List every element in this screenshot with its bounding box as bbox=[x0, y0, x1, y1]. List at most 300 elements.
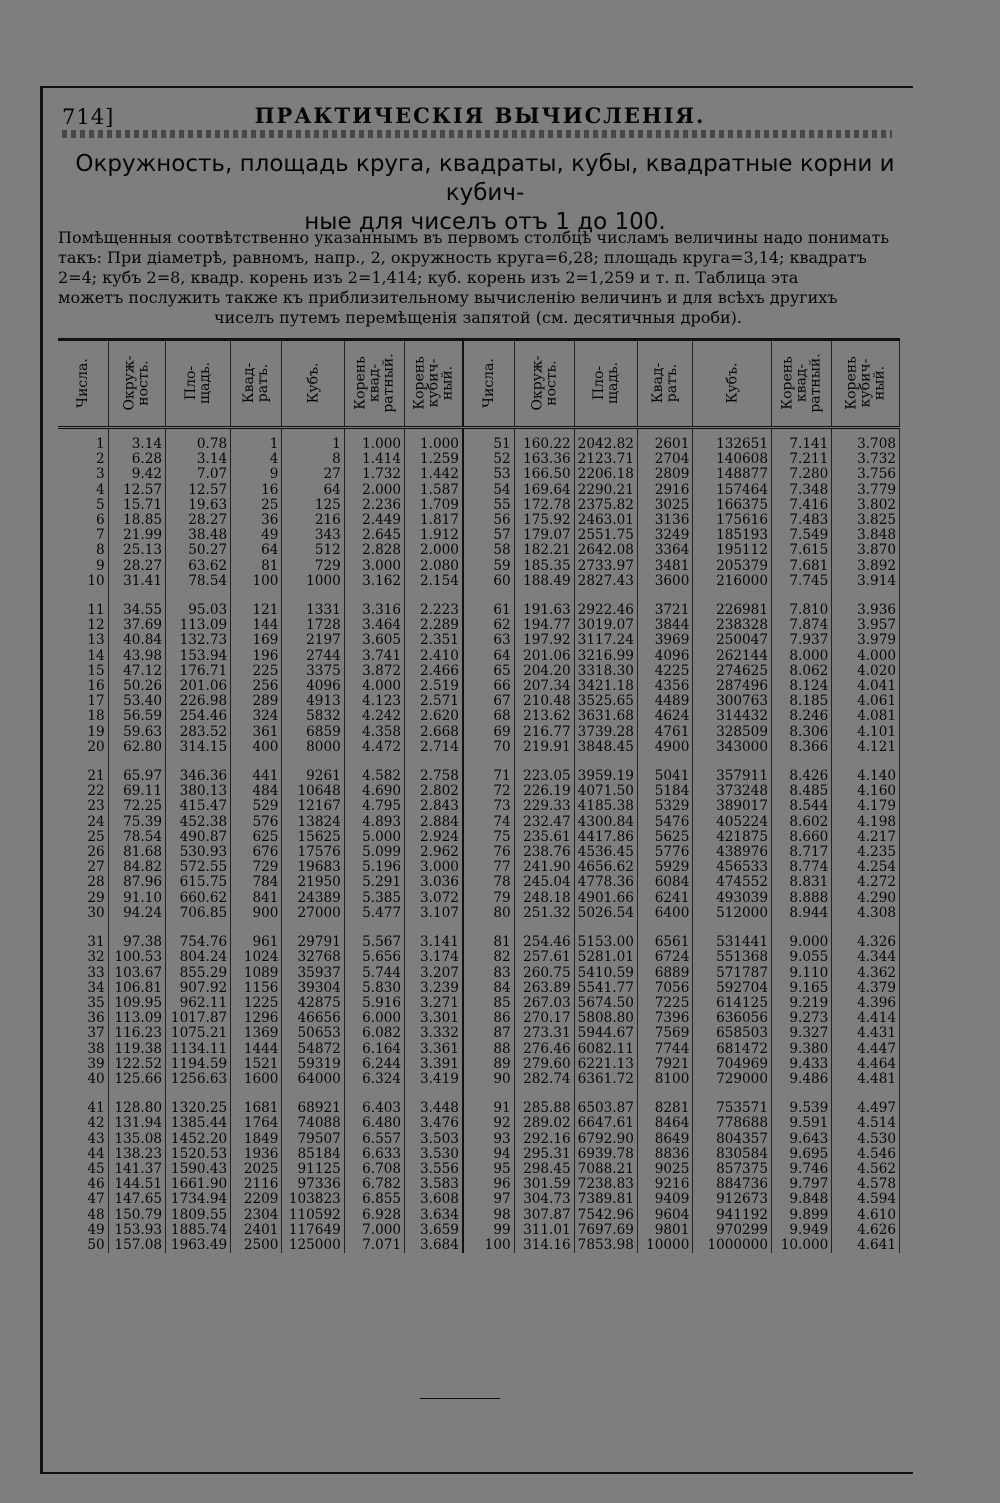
table-row bbox=[58, 799, 900, 814]
table-cell: 8836 bbox=[637, 1147, 692, 1162]
table-cell: 34 bbox=[58, 981, 108, 996]
table-cell: 9 bbox=[58, 559, 108, 574]
table-cell: 6241 bbox=[637, 891, 692, 906]
gap-cell bbox=[463, 589, 514, 603]
table-cell: 4.061 bbox=[832, 694, 900, 709]
gap-cell bbox=[344, 1087, 404, 1101]
table-cell: 226.98 bbox=[166, 694, 231, 709]
table-cell: 27000 bbox=[282, 906, 344, 921]
table-cell: 4.481 bbox=[832, 1072, 900, 1087]
table-cell: 2206.18 bbox=[574, 467, 637, 482]
table-cell: 4.578 bbox=[832, 1177, 900, 1192]
table-cell: 32768 bbox=[282, 950, 344, 965]
table-cell: 21950 bbox=[282, 875, 344, 890]
gap-cell bbox=[832, 755, 900, 769]
table-cell: 81.68 bbox=[108, 845, 165, 860]
table-cell: 298.45 bbox=[514, 1162, 574, 1177]
column-header-label: Числа. bbox=[74, 358, 91, 408]
table-cell: 884736 bbox=[693, 1177, 772, 1192]
table-cell: 3.301 bbox=[405, 1011, 463, 1026]
table-cell: 5.656 bbox=[344, 950, 404, 965]
table-row bbox=[58, 603, 900, 618]
table-cell: 204.20 bbox=[514, 664, 574, 679]
table-cell: 729 bbox=[282, 559, 344, 574]
table-cell: 150.79 bbox=[108, 1208, 165, 1223]
table-cell: 1681 bbox=[231, 1101, 282, 1116]
table-cell: 7389.81 bbox=[574, 1192, 637, 1207]
group-gap bbox=[58, 921, 900, 935]
table-cell: 3.14 bbox=[166, 452, 231, 467]
table-cell: 238328 bbox=[693, 618, 772, 633]
table-cell: 44 bbox=[58, 1147, 108, 1162]
table-cell: 4489 bbox=[637, 694, 692, 709]
table-cell: 2.668 bbox=[405, 725, 463, 740]
table-cell: 4225 bbox=[637, 664, 692, 679]
table-cell: 36 bbox=[231, 513, 282, 528]
table-cell: 346.36 bbox=[166, 769, 231, 784]
table-cell: 55 bbox=[463, 498, 514, 513]
table-cell: 9.899 bbox=[771, 1208, 831, 1223]
table-cell: 4.362 bbox=[832, 966, 900, 981]
table-cell: 3.872 bbox=[344, 664, 404, 679]
table-cell: 6724 bbox=[637, 950, 692, 965]
table-cell: 4.242 bbox=[344, 709, 404, 724]
table-row bbox=[58, 1101, 900, 1116]
page-number: 714] bbox=[62, 105, 115, 129]
table-cell: 1225 bbox=[231, 996, 282, 1011]
table-cell: 3.207 bbox=[405, 966, 463, 981]
table-cell: 8.944 bbox=[771, 906, 831, 921]
table-cell: 2401 bbox=[231, 1223, 282, 1238]
table-row bbox=[58, 709, 900, 724]
table-cell: 176.71 bbox=[166, 664, 231, 679]
table-cell: 9025 bbox=[637, 1162, 692, 1177]
table-cell: 16 bbox=[58, 679, 108, 694]
table-cell: 5.477 bbox=[344, 906, 404, 921]
gap-cell bbox=[231, 755, 282, 769]
table-cell: 6.633 bbox=[344, 1147, 404, 1162]
table-cell: 9.746 bbox=[771, 1162, 831, 1177]
table-cell: 357911 bbox=[693, 769, 772, 784]
table-cell: 87.96 bbox=[108, 875, 165, 890]
table-cell: 248.18 bbox=[514, 891, 574, 906]
numbers-table bbox=[58, 338, 900, 1253]
table-cell: 2 bbox=[58, 452, 108, 467]
table-cell: 27 bbox=[282, 467, 344, 482]
table-cell: 8464 bbox=[637, 1116, 692, 1131]
table-cell: 1156 bbox=[231, 981, 282, 996]
table-cell: 3136 bbox=[637, 513, 692, 528]
table-cell: 14 bbox=[58, 649, 108, 664]
table-cell: 729000 bbox=[693, 1072, 772, 1087]
table-cell: 96 bbox=[463, 1177, 514, 1192]
table-cell: 17 bbox=[58, 694, 108, 709]
table-cell: 4096 bbox=[637, 649, 692, 664]
table-cell: 36 bbox=[58, 1011, 108, 1026]
column-header bbox=[108, 340, 165, 428]
table-row bbox=[58, 950, 900, 965]
table-cell: 1661.90 bbox=[166, 1177, 231, 1192]
table-row bbox=[58, 1116, 900, 1131]
table-cell: 361 bbox=[231, 725, 282, 740]
table-cell: 4.641 bbox=[832, 1238, 900, 1253]
table-cell: 153.94 bbox=[166, 649, 231, 664]
column-header bbox=[405, 340, 463, 428]
table-cell: 279.60 bbox=[514, 1057, 574, 1072]
table-cell: 4.020 bbox=[832, 664, 900, 679]
table-cell: 267.03 bbox=[514, 996, 574, 1011]
table-cell: 3.779 bbox=[832, 483, 900, 498]
gap-cell bbox=[693, 921, 772, 935]
table-cell: 175.92 bbox=[514, 513, 574, 528]
table-cell: 8.246 bbox=[771, 709, 831, 724]
table-cell: 47 bbox=[58, 1192, 108, 1207]
table-cell: 2.843 bbox=[405, 799, 463, 814]
gap-cell bbox=[637, 755, 692, 769]
table-cell: 2042.82 bbox=[574, 428, 637, 453]
table-cell: 245.04 bbox=[514, 875, 574, 890]
table-cell: 6.782 bbox=[344, 1177, 404, 1192]
table-cell: 753571 bbox=[693, 1101, 772, 1116]
table-cell: 8.426 bbox=[771, 769, 831, 784]
table-cell: 4096 bbox=[282, 679, 344, 694]
table-cell: 148877 bbox=[693, 467, 772, 482]
table-cell: 4185.38 bbox=[574, 799, 637, 814]
table-cell: 304.73 bbox=[514, 1192, 574, 1207]
table-cell: 50.27 bbox=[166, 543, 231, 558]
gap-cell bbox=[344, 755, 404, 769]
table-cell: 7.810 bbox=[771, 603, 831, 618]
table-cell: 3.892 bbox=[832, 559, 900, 574]
table-cell: 28.27 bbox=[166, 513, 231, 528]
table-cell: 3364 bbox=[637, 543, 692, 558]
table-cell: 9.380 bbox=[771, 1042, 831, 1057]
table-cell: 194.77 bbox=[514, 618, 574, 633]
table-cell: 1600 bbox=[231, 1072, 282, 1087]
table-cell: 3.332 bbox=[405, 1026, 463, 1041]
table-cell: 6.082 bbox=[344, 1026, 404, 1041]
table-cell: 6221.13 bbox=[574, 1057, 637, 1072]
column-header-label: Корень квад- ратный. bbox=[352, 353, 397, 413]
table-cell: 6503.87 bbox=[574, 1101, 637, 1116]
table-cell: 22 bbox=[58, 784, 108, 799]
table-cell: 4.254 bbox=[832, 860, 900, 875]
table-cell: 93 bbox=[463, 1132, 514, 1147]
table-cell: 7.874 bbox=[771, 618, 831, 633]
table-cell: 5674.50 bbox=[574, 996, 637, 1011]
table-cell: 82 bbox=[463, 950, 514, 965]
table-cell: 841 bbox=[231, 891, 282, 906]
table-cell: 285.88 bbox=[514, 1101, 574, 1116]
table-cell: 10648 bbox=[282, 784, 344, 799]
table-cell: 1520.53 bbox=[166, 1147, 231, 1162]
table-cell: 63 bbox=[463, 633, 514, 648]
table-cell: 2916 bbox=[637, 483, 692, 498]
gap-cell bbox=[637, 1087, 692, 1101]
table-cell: 5153.00 bbox=[574, 935, 637, 950]
table-cell: 6.244 bbox=[344, 1057, 404, 1072]
table-cell: 6792.90 bbox=[574, 1132, 637, 1147]
table-cell: 4.514 bbox=[832, 1116, 900, 1131]
table-row bbox=[58, 1026, 900, 1041]
table-cell: 77 bbox=[463, 860, 514, 875]
table-cell: 343 bbox=[282, 528, 344, 543]
column-header bbox=[282, 340, 344, 428]
table-cell: 59.63 bbox=[108, 725, 165, 740]
table-cell: 1.912 bbox=[405, 528, 463, 543]
table-cell: 2.410 bbox=[405, 649, 463, 664]
table-cell: 2025 bbox=[231, 1162, 282, 1177]
table-cell: 46 bbox=[58, 1177, 108, 1192]
table-row bbox=[58, 1238, 900, 1253]
table-cell: 970299 bbox=[693, 1223, 772, 1238]
table-cell: 1194.59 bbox=[166, 1057, 231, 1072]
table-cell: 6 bbox=[58, 513, 108, 528]
table-cell: 257.61 bbox=[514, 950, 574, 965]
gap-cell bbox=[282, 921, 344, 935]
table-cell: 21 bbox=[58, 769, 108, 784]
table-row bbox=[58, 543, 900, 558]
table-cell: 4.344 bbox=[832, 950, 900, 965]
table-cell: 250047 bbox=[693, 633, 772, 648]
table-cell: 131.94 bbox=[108, 1116, 165, 1131]
table-cell: 1885.74 bbox=[166, 1223, 231, 1238]
table-cell: 1936 bbox=[231, 1147, 282, 1162]
table-cell: 65.97 bbox=[108, 769, 165, 784]
table-cell: 912673 bbox=[693, 1192, 772, 1207]
table-row bbox=[58, 528, 900, 543]
table-cell: 4.000 bbox=[832, 649, 900, 664]
table-cell: 3969 bbox=[637, 633, 692, 648]
table-cell: 7.07 bbox=[166, 467, 231, 482]
table-cell: 941192 bbox=[693, 1208, 772, 1223]
table-cell: 27 bbox=[58, 860, 108, 875]
gap-cell bbox=[574, 1087, 637, 1101]
table-cell: 4.690 bbox=[344, 784, 404, 799]
table-cell: 2.080 bbox=[405, 559, 463, 574]
table-cell: 12.57 bbox=[166, 483, 231, 498]
table-cell: 2209 bbox=[231, 1192, 282, 1207]
table-cell: 5.567 bbox=[344, 935, 404, 950]
table-cell: 1000 bbox=[282, 574, 344, 589]
table-cell: 4.198 bbox=[832, 815, 900, 830]
table-cell: 157464 bbox=[693, 483, 772, 498]
table-cell: 2601 bbox=[637, 428, 692, 453]
table-cell: 26 bbox=[58, 845, 108, 860]
table-cell: 254.46 bbox=[166, 709, 231, 724]
table-cell: 1849 bbox=[231, 1132, 282, 1147]
table-cell: 373248 bbox=[693, 784, 772, 799]
table-cell: 3117.24 bbox=[574, 633, 637, 648]
table-cell: 34.55 bbox=[108, 603, 165, 618]
table-cell: 40 bbox=[58, 1072, 108, 1087]
table-cell: 4.447 bbox=[832, 1042, 900, 1057]
gap-cell bbox=[771, 1087, 831, 1101]
table-cell: 2.289 bbox=[405, 618, 463, 633]
table-cell: 5944.67 bbox=[574, 1026, 637, 1041]
table-cell: 289.02 bbox=[514, 1116, 574, 1131]
table-cell: 45 bbox=[58, 1162, 108, 1177]
table-cell: 20 bbox=[58, 740, 108, 755]
gap-cell bbox=[166, 1087, 231, 1101]
table-cell: 7569 bbox=[637, 1026, 692, 1041]
table-cell: 29 bbox=[58, 891, 108, 906]
column-header bbox=[693, 340, 772, 428]
table-cell: 754.76 bbox=[166, 935, 231, 950]
table-cell: 70 bbox=[463, 740, 514, 755]
table-row bbox=[58, 694, 900, 709]
table-row bbox=[58, 1057, 900, 1072]
table-row bbox=[58, 452, 900, 467]
table-cell: 100.53 bbox=[108, 950, 165, 965]
table-cell: 100 bbox=[463, 1238, 514, 1253]
table-cell: 59 bbox=[463, 559, 514, 574]
table-cell: 7.681 bbox=[771, 559, 831, 574]
table-cell: 64 bbox=[463, 649, 514, 664]
table-cell: 10.000 bbox=[771, 1238, 831, 1253]
table-cell: 94.24 bbox=[108, 906, 165, 921]
table-cell: 3.464 bbox=[344, 618, 404, 633]
table-cell: 4656.62 bbox=[574, 860, 637, 875]
table-cell: 1.000 bbox=[405, 428, 463, 453]
table-cell: 1444 bbox=[231, 1042, 282, 1057]
table-cell: 7238.83 bbox=[574, 1177, 637, 1192]
gap-cell bbox=[405, 589, 463, 603]
table-cell: 12.57 bbox=[108, 483, 165, 498]
table-cell: 3025 bbox=[637, 498, 692, 513]
table-row bbox=[58, 467, 900, 482]
table-row bbox=[58, 618, 900, 633]
table-cell: 2.962 bbox=[405, 845, 463, 860]
table-cell: 729 bbox=[231, 860, 282, 875]
table-cell: 8.717 bbox=[771, 845, 831, 860]
table-cell: 8281 bbox=[637, 1101, 692, 1116]
gap-cell bbox=[693, 589, 772, 603]
table-cell: 7.937 bbox=[771, 633, 831, 648]
table-cell: 2.802 bbox=[405, 784, 463, 799]
table-cell: 69 bbox=[463, 725, 514, 740]
table-cell: 260.75 bbox=[514, 966, 574, 981]
gap-cell bbox=[463, 921, 514, 935]
gap-cell bbox=[832, 589, 900, 603]
table-cell: 241.90 bbox=[514, 860, 574, 875]
table-cell: 512 bbox=[282, 543, 344, 558]
table-cell: 39304 bbox=[282, 981, 344, 996]
table-cell: 35937 bbox=[282, 966, 344, 981]
table-cell: 3.036 bbox=[405, 875, 463, 890]
table-cell: 1320.25 bbox=[166, 1101, 231, 1116]
table-cell: 235.61 bbox=[514, 830, 574, 845]
table-cell: 6889 bbox=[637, 966, 692, 981]
column-header-label: Корень кубич- ный. bbox=[411, 356, 456, 410]
table-cell: 6.403 bbox=[344, 1101, 404, 1116]
table-row bbox=[58, 830, 900, 845]
table-cell: 125 bbox=[282, 498, 344, 513]
table-cell: 3.870 bbox=[832, 543, 900, 558]
table-cell: 287496 bbox=[693, 679, 772, 694]
table-cell: 7744 bbox=[637, 1042, 692, 1057]
table-cell: 9.486 bbox=[771, 1072, 831, 1087]
table-cell: 452.38 bbox=[166, 815, 231, 830]
table-cell: 3.583 bbox=[405, 1177, 463, 1192]
table-cell: 84.82 bbox=[108, 860, 165, 875]
table-cell: 7.483 bbox=[771, 513, 831, 528]
table-row bbox=[58, 725, 900, 740]
table-cell: 57 bbox=[463, 528, 514, 543]
table-cell: 2.758 bbox=[405, 769, 463, 784]
table-row bbox=[58, 679, 900, 694]
table-cell: 8.062 bbox=[771, 664, 831, 679]
table-cell: 7.280 bbox=[771, 467, 831, 482]
table-row bbox=[58, 498, 900, 513]
table-cell: 625 bbox=[231, 830, 282, 845]
table-cell: 2116 bbox=[231, 1177, 282, 1192]
column-header bbox=[344, 340, 404, 428]
table-row bbox=[58, 769, 900, 784]
table-cell: 78 bbox=[463, 875, 514, 890]
table-cell: 4.160 bbox=[832, 784, 900, 799]
table-cell: 343000 bbox=[693, 740, 772, 755]
table-cell: 18 bbox=[58, 709, 108, 724]
column-header bbox=[58, 340, 108, 428]
table-cell: 144 bbox=[231, 618, 282, 633]
table-cell: 658503 bbox=[693, 1026, 772, 1041]
table-cell: 1590.43 bbox=[166, 1162, 231, 1177]
table-cell: 438976 bbox=[693, 845, 772, 860]
table-cell: 3.000 bbox=[405, 860, 463, 875]
table-cell: 289 bbox=[231, 694, 282, 709]
table-cell: 7542.96 bbox=[574, 1208, 637, 1223]
table-cell: 113.09 bbox=[166, 618, 231, 633]
table-cell: 4.497 bbox=[832, 1101, 900, 1116]
table-cell: 50653 bbox=[282, 1026, 344, 1041]
column-header bbox=[231, 340, 282, 428]
table-cell: 9.539 bbox=[771, 1101, 831, 1116]
gap-cell bbox=[463, 755, 514, 769]
title-line-2: ные для чиселъ отъ 1 до 100. bbox=[304, 209, 666, 235]
table-cell: 11 bbox=[58, 603, 108, 618]
table-cell: 62.80 bbox=[108, 740, 165, 755]
table-cell: 166.50 bbox=[514, 467, 574, 482]
table-cell: 283.52 bbox=[166, 725, 231, 740]
table-cell: 681472 bbox=[693, 1042, 772, 1057]
table-cell: 282.74 bbox=[514, 1072, 574, 1087]
table-cell: 2463.01 bbox=[574, 513, 637, 528]
table-cell: 3.072 bbox=[405, 891, 463, 906]
table-cell: 91.10 bbox=[108, 891, 165, 906]
group-gap bbox=[58, 1087, 900, 1101]
table-cell: 32 bbox=[58, 950, 108, 965]
gap-cell bbox=[282, 1087, 344, 1101]
table-cell: 54872 bbox=[282, 1042, 344, 1057]
table-cell: 3.174 bbox=[405, 950, 463, 965]
table-row bbox=[58, 740, 900, 755]
table-cell: 6.28 bbox=[108, 452, 165, 467]
table-cell: 141.37 bbox=[108, 1162, 165, 1177]
table-cell: 4.530 bbox=[832, 1132, 900, 1147]
table-cell: 213.62 bbox=[514, 709, 574, 724]
table-row bbox=[58, 1132, 900, 1147]
table-cell: 7056 bbox=[637, 981, 692, 996]
table-cell: 2551.75 bbox=[574, 528, 637, 543]
table-cell: 256 bbox=[231, 679, 282, 694]
table-cell: 28.27 bbox=[108, 559, 165, 574]
gap-cell bbox=[231, 1087, 282, 1101]
table-cell: 5541.77 bbox=[574, 981, 637, 996]
table-cell: 6.928 bbox=[344, 1208, 404, 1223]
intro-paragraph bbox=[58, 228, 898, 328]
table-cell: 400 bbox=[231, 740, 282, 755]
